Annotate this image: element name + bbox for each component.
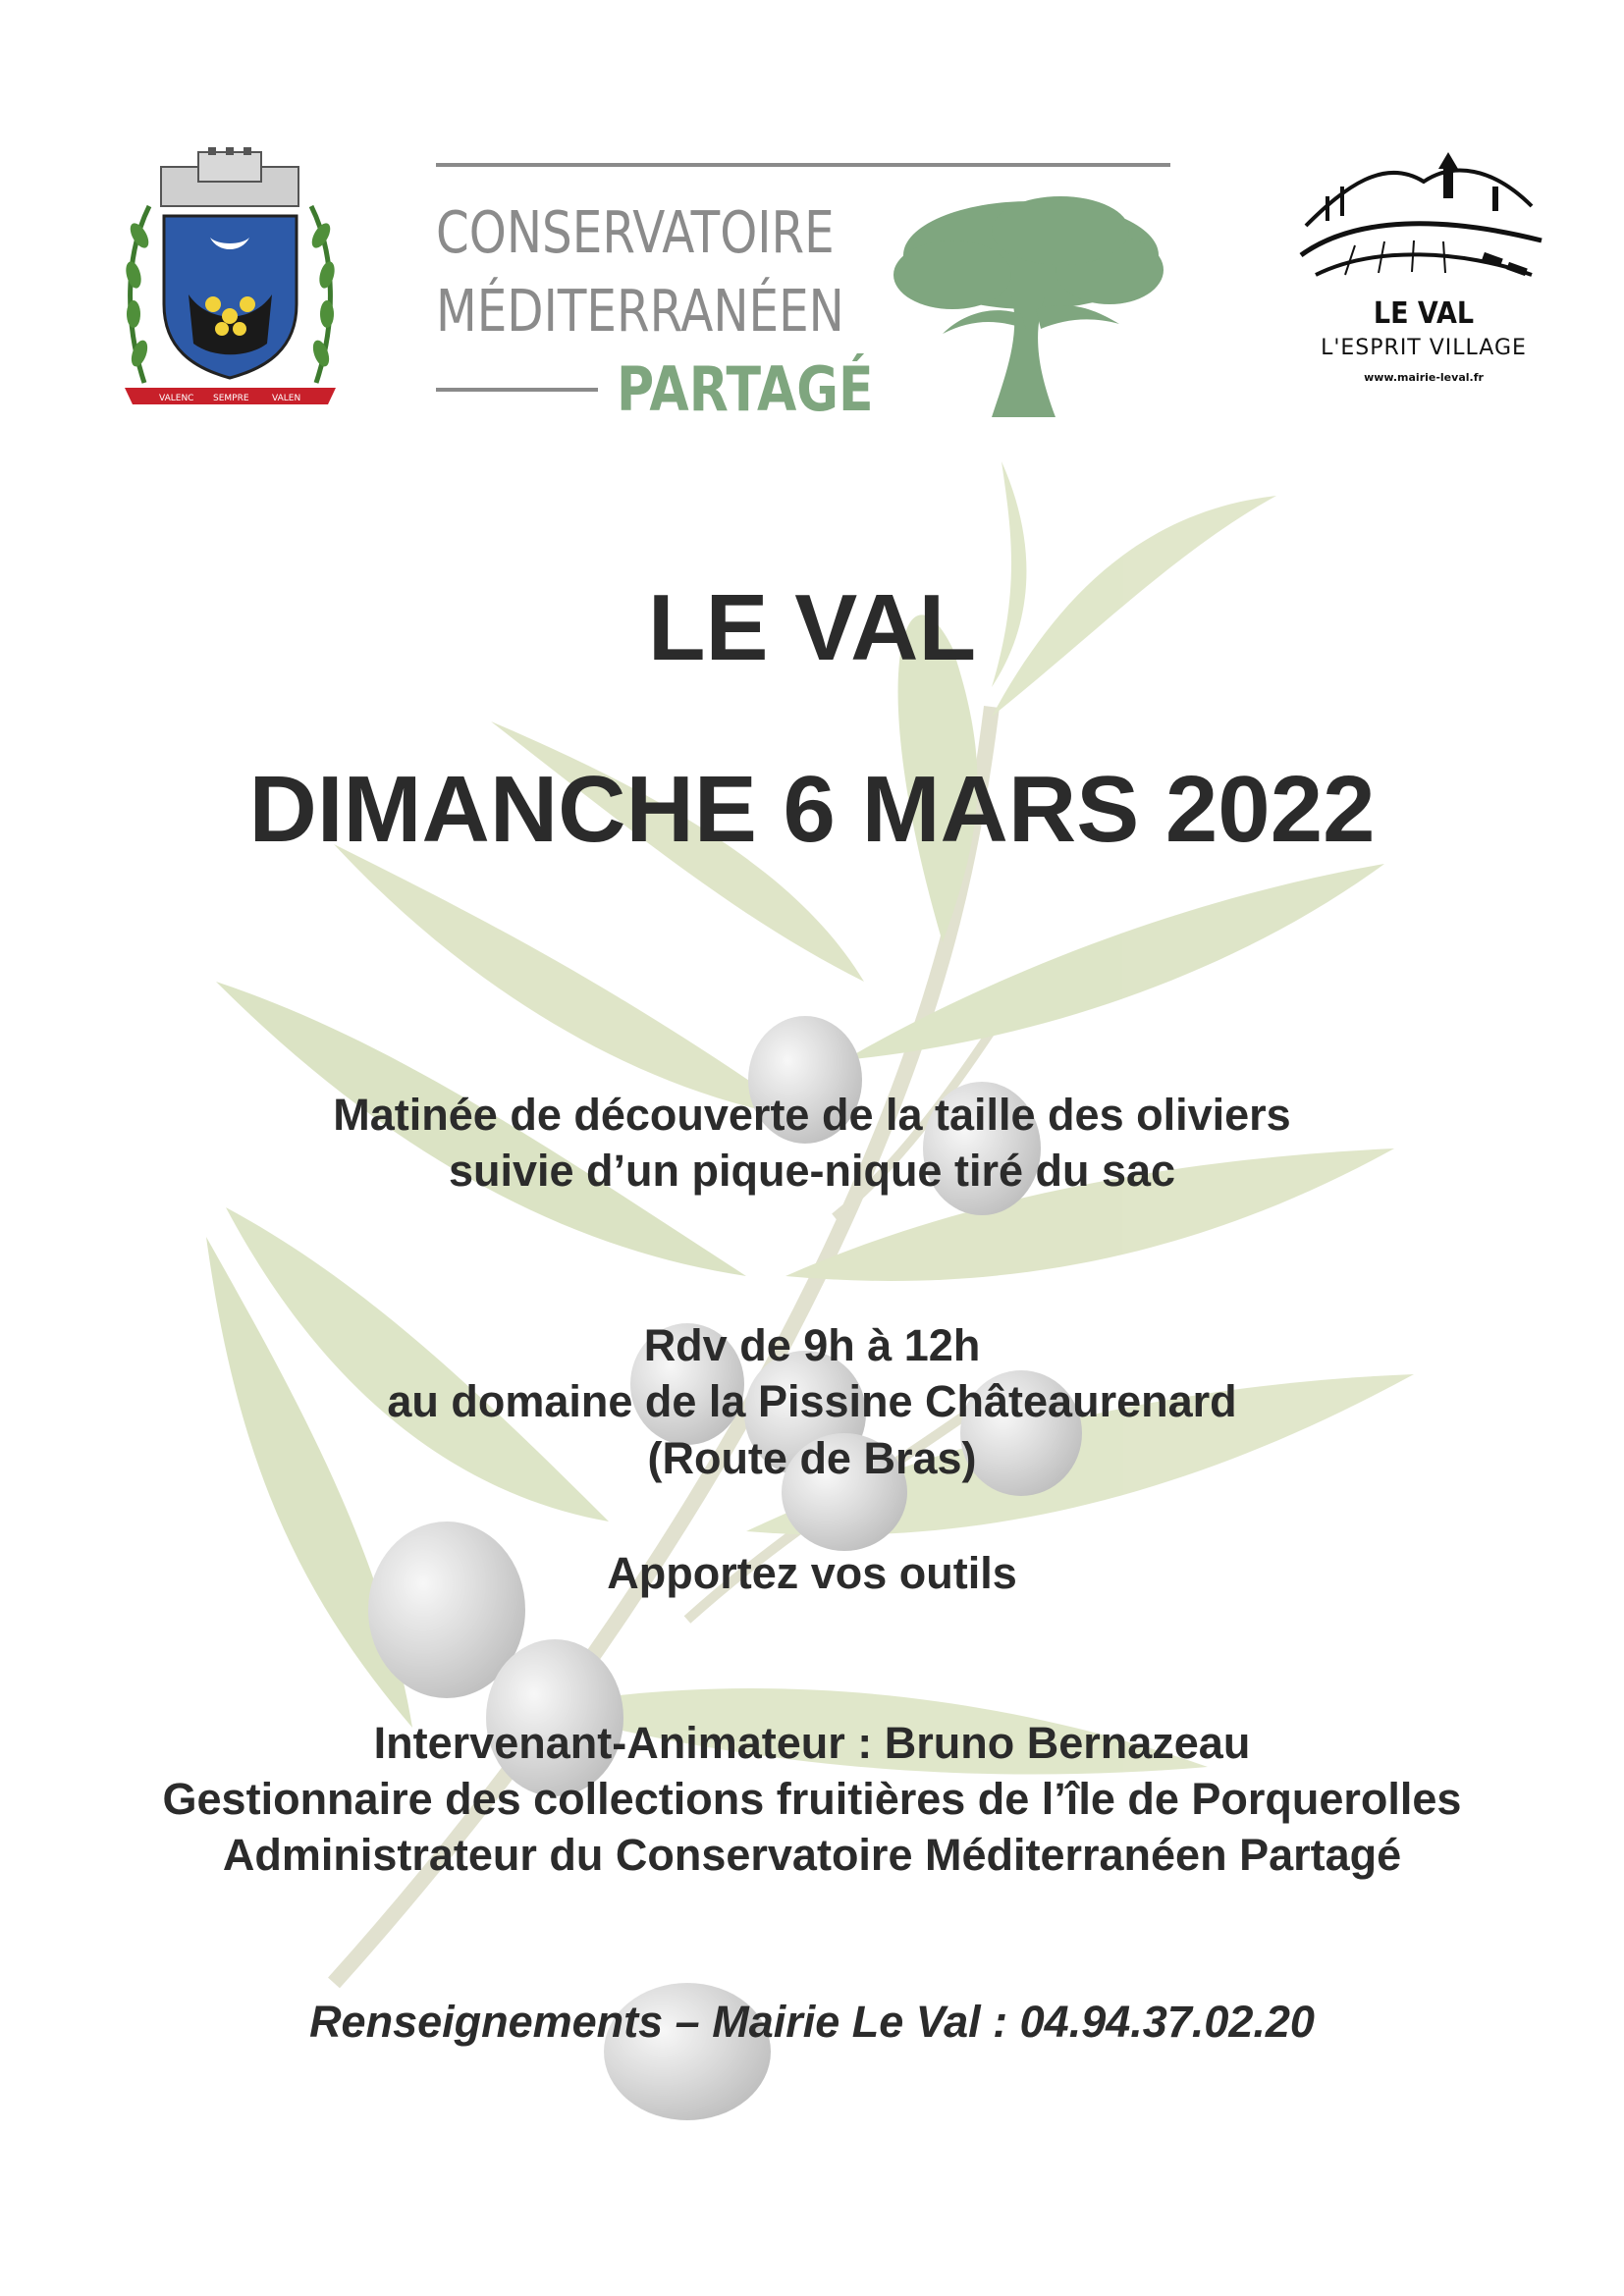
- svg-text:VALEN: VALEN: [272, 394, 301, 403]
- logo-rule-top: [436, 163, 1170, 167]
- le-val-logo-name: LE VAL: [1373, 296, 1475, 331]
- conservatoire-line2: MÉDITERRANÉEN: [436, 277, 844, 345]
- logo-rule-bottom: [436, 388, 598, 392]
- description-line1: Matinée de découverte de la taille des oliviers: [333, 1090, 1291, 1140]
- meeting-time: Rdv de 9h à 12h: [643, 1320, 981, 1370]
- meeting-place: au domaine de la Pissine Châteaurenard: [387, 1376, 1237, 1426]
- speaker-line1: Intervenant-Animateur : Bruno Bernazeau: [373, 1718, 1251, 1768]
- date-heading: DIMANCHE 6 MARS 2022: [248, 757, 1376, 862]
- meeting-road: (Route de Bras): [647, 1433, 977, 1483]
- conservatoire-line3: PARTAGÉ: [617, 353, 874, 425]
- le-val-logo-website: www.mairie-leval.fr: [1364, 371, 1484, 384]
- coat-of-arms-icon: [120, 147, 341, 417]
- svg-text:SEMPRE: SEMPRE: [213, 394, 249, 403]
- le-val-logo: [1296, 147, 1551, 402]
- speaker-line2: Gestionnaire des collections fruitières de l’île de Porquerolles: [162, 1774, 1462, 1824]
- tree-icon: [884, 187, 1168, 422]
- village-landscape-icon: [1296, 147, 1551, 294]
- tools-note: Apportez vos outils: [607, 1548, 1017, 1598]
- coat-of-arms-logo: [120, 147, 341, 417]
- speaker-line3: Administrateur du Conservatoire Méditerranéen Partagé: [222, 1830, 1402, 1880]
- conservatoire-logo: [432, 157, 1173, 425]
- description-line2: suivie d’un pique-nique tiré du sac: [448, 1146, 1176, 1196]
- contact-info: Renseignements – Mairie Le Val : 04.94.37.02.20: [309, 1997, 1315, 2047]
- town-heading: LE VAL: [647, 575, 977, 680]
- svg-text:VALENC: VALENC: [159, 394, 194, 403]
- le-val-logo-tagline: L'ESPRIT VILLAGE: [1321, 336, 1527, 360]
- conservatoire-line1: CONSERVATOIRE: [436, 198, 835, 266]
